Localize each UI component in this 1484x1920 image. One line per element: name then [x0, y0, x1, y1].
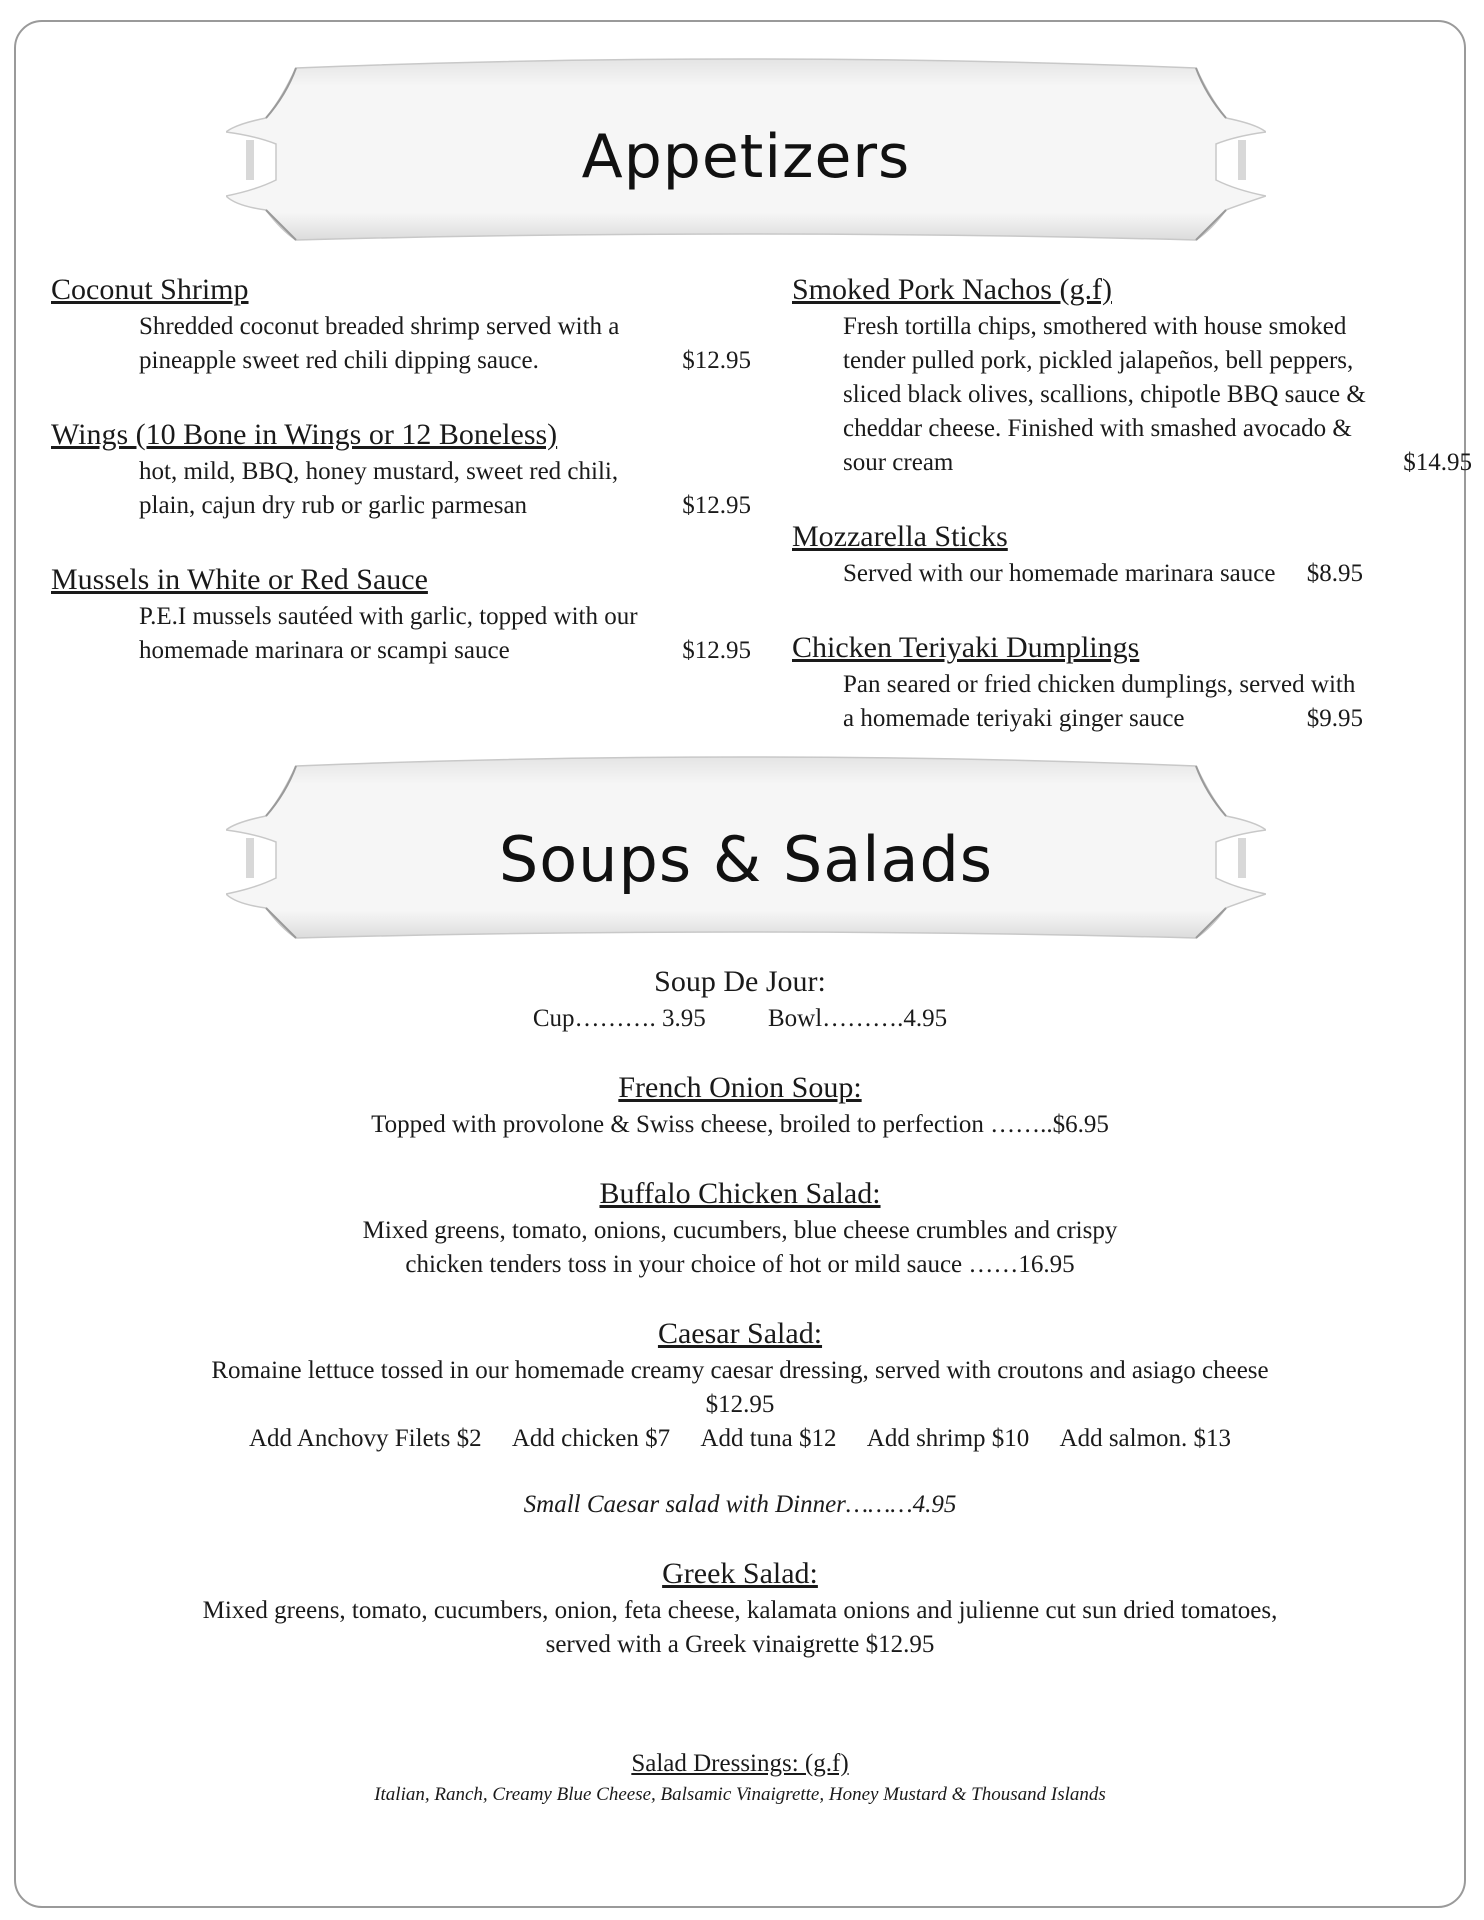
- menu-item-description: Topped with provolone & Swiss cheese, broiled to perfection ……..$6.95: [371, 1111, 1109, 1138]
- menu-item-price: $12.95: [682, 492, 751, 519]
- desc-text: a homemade teriyaki ginger sauce: [843, 705, 1185, 732]
- addon: Add shrimp $10: [866, 1425, 1030, 1452]
- menu-item-description: [792, 310, 1472, 480]
- appetizers-heading: Appetizers: [581, 122, 911, 192]
- menu-item-title: Caesar Salad:: [657, 1317, 823, 1350]
- menu-item: [51, 560, 751, 668]
- menu-item-price: $12.95: [705, 1391, 775, 1418]
- caesar-salad: [110, 1314, 1370, 1522]
- menu-item: [792, 517, 1472, 591]
- menu-item-title: Mozzarella Sticks: [792, 520, 1008, 553]
- menu-item-title: Chicken Teriyaki Dumplings: [792, 631, 1140, 664]
- desc-text: cheddar cheese. Finished with smashed avocado &: [843, 415, 1352, 442]
- menu-item-price: $12.95: [682, 637, 751, 664]
- menu-item-price: $14.95: [1403, 449, 1472, 476]
- menu-item-title: Soup De Jour:: [654, 965, 826, 998]
- menu-item: [792, 628, 1472, 736]
- dressings-list: Italian, Ranch, Creamy Blue Cheese, Balsamic Vinaigrette, Honey Mustard & Thousand Islands: [374, 1784, 1106, 1805]
- menu-item-title: Coconut Shrimp: [51, 273, 249, 306]
- desc-text: P.E.I mussels sautéed with garlic, topped with our: [139, 603, 638, 630]
- menu-item-description: [51, 455, 751, 523]
- caesar-addons: [110, 1422, 1370, 1456]
- addon: Add salmon. $13: [1059, 1425, 1232, 1452]
- desc-text: homemade marinara or scampi sauce: [139, 637, 510, 664]
- desc-text: hot, mild, BBQ, honey mustard, sweet red chili,: [139, 458, 619, 485]
- soups-salads-section: [110, 962, 1370, 1694]
- appetizers-banner: [226, 40, 1266, 256]
- addon: Add Anchovy Filets $2: [248, 1425, 482, 1452]
- menu-item: [51, 270, 751, 378]
- menu-item-description: Mixed greens, tomato, cucumbers, onion, feta cheese, kalamata onions and julienne cut sun dried tomatoes,: [202, 1597, 1278, 1624]
- small-caesar-note: Small Caesar salad with Dinner………4.95: [523, 1491, 957, 1518]
- menu-item-price: $12.95: [682, 347, 751, 374]
- desc-text: sliced black olives, scallions, chipotle BBQ sauce &: [843, 381, 1366, 408]
- desc-text: Served with our homemade marinara sauce: [843, 560, 1276, 587]
- menu-item-title: Greek Salad:: [662, 1557, 818, 1590]
- menu-item: [51, 415, 751, 523]
- cup-price: Cup………. 3.95: [532, 1005, 706, 1032]
- menu-item-title: Buffalo Chicken Salad:: [599, 1177, 881, 1210]
- menu-item-description: Mixed greens, tomato, onions, cucumbers, blue cheese crumbles and crispy: [362, 1217, 1118, 1244]
- menu-item-price: $8.95: [1306, 560, 1363, 587]
- menu-item-title: Wings (10 Bone in Wings or 12 Boneless): [51, 418, 558, 451]
- menu-item-description: [792, 557, 1363, 591]
- desc-text: pineapple sweet red chili dipping sauce.: [139, 347, 539, 374]
- bowl-price: Bowl……….4.95: [768, 1005, 948, 1032]
- menu-item-title: French Onion Soup:: [618, 1071, 862, 1104]
- greek-salad: [110, 1554, 1370, 1662]
- dressings-title: Salad Dressings: (g.f): [631, 1750, 849, 1777]
- desc-text: plain, cajun dry rub or garlic parmesan: [139, 492, 528, 519]
- desc-text: tender pulled pork, pickled jalapeños, bell peppers,: [843, 347, 1354, 374]
- menu-item-description: [51, 600, 751, 668]
- menu-item-description: chicken tenders toss in your choice of hot or mild sauce ……16.95: [405, 1251, 1075, 1278]
- menu-item-description: [51, 310, 751, 378]
- appetizers-right-column: [792, 270, 1472, 773]
- soups-salads-banner: [226, 738, 1266, 954]
- menu-item-description: served with a Greek vinaigrette $12.95: [545, 1631, 935, 1658]
- desc-text: sour cream: [843, 449, 954, 476]
- appetizers-left-column: [51, 270, 751, 705]
- menu-item-title: Smoked Pork Nachos (g.f): [792, 273, 1112, 306]
- menu-item-title: Mussels in White or Red Sauce: [51, 563, 428, 596]
- french-onion-soup: [110, 1068, 1370, 1142]
- salad-dressings: [110, 1748, 1370, 1810]
- menu-item-description: Romaine lettuce tossed in our homemade creamy caesar dressing, served with croutons and asiago cheese: [211, 1357, 1269, 1384]
- desc-text: Shredded coconut breaded shrimp served with a: [139, 313, 620, 340]
- soup-de-jour: [110, 962, 1370, 1036]
- menu-item-description: [792, 668, 1363, 736]
- desc-text: Fresh tortilla chips, smothered with house smoked: [843, 313, 1347, 340]
- buffalo-chicken-salad: [110, 1174, 1370, 1282]
- addon: Add chicken $7: [511, 1425, 671, 1452]
- soup-prices: [110, 1002, 1370, 1036]
- menu-item: [792, 270, 1472, 480]
- addon: Add tuna $12: [700, 1425, 837, 1452]
- menu-item-price: $9.95: [1306, 705, 1363, 732]
- soups-salads-heading: Soups & Salads: [498, 823, 994, 896]
- desc-text: Pan seared or fried chicken dumplings, served with: [843, 671, 1356, 698]
